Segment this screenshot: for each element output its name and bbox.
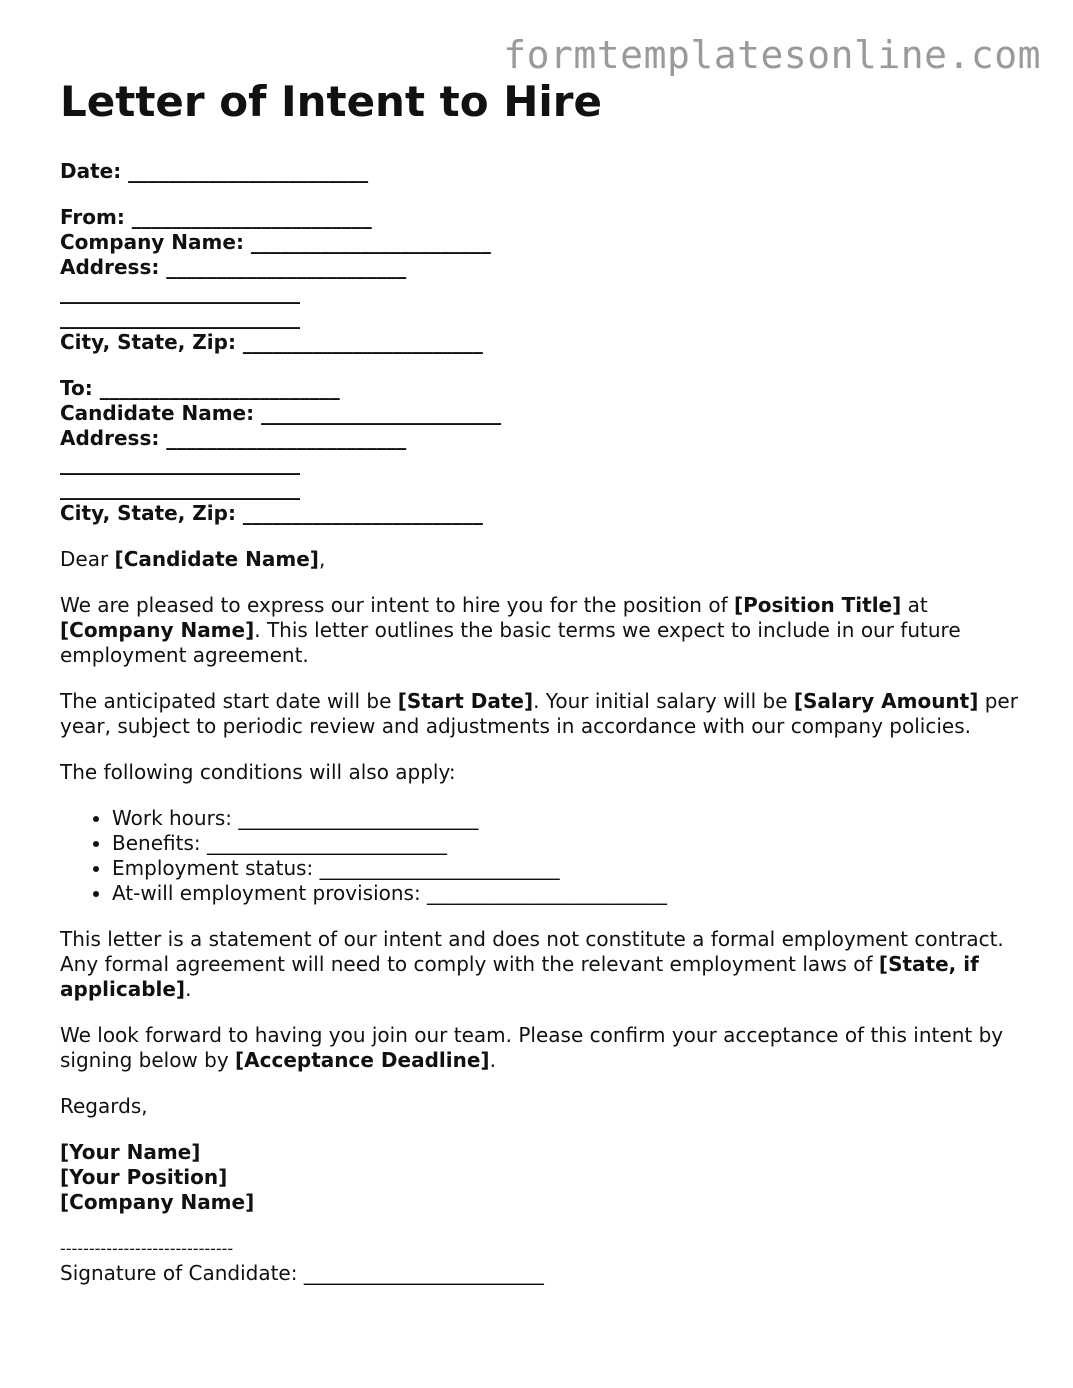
to-block: [60, 376, 1020, 526]
signer-block: [60, 1140, 1020, 1215]
paragraph-salary: The anticipated start date will be [Start Date]. Your initial salary will be [Salary Amount] per year, subject to periodic review and adjustments in accordance with our company policies.: [60, 689, 1018, 738]
signature-rule: ------------------------------: [60, 1239, 234, 1258]
candidate-name-line: Candidate Name: ________________________: [60, 401, 502, 425]
watermark: formtemplatesonline.com: [503, 33, 1041, 77]
paragraph-acceptance: We look forward to having you join our team. Please confirm your acceptance of this intent by signing below by [Acceptance Deadline].: [60, 1023, 1004, 1072]
from-line: From: ________________________: [60, 205, 372, 229]
signer-company: [Company Name]: [60, 1190, 255, 1214]
signer-name: [Your Name]: [60, 1140, 201, 1164]
salutation: Dear [Candidate Name],: [60, 547, 326, 571]
letter-body: [60, 76, 1020, 1286]
address-line: Address: ________________________: [60, 426, 407, 450]
candidate-signature-line: Signature of Candidate: ________________________: [60, 1261, 544, 1285]
date-line: Date: ________________________: [60, 159, 369, 183]
closing: Regards,: [60, 1094, 148, 1118]
to-line: To: ________________________: [60, 376, 340, 400]
address-blank-line: ________________________: [60, 305, 300, 329]
list-item: • Benefits: ________________________: [112, 831, 1020, 856]
conditions-list: [60, 806, 1020, 906]
list-item: • Employment status: ________________________: [112, 856, 1020, 881]
paragraph-intent: We are pleased to express our intent to hire you for the position of [Position Title] at [Company Name]. This letter outlines the basic terms we expect to include in our future employment agreement.: [60, 593, 961, 667]
city-state-zip-line: City, State, Zip: ________________________: [60, 501, 483, 525]
address-blank-line: ________________________: [60, 280, 300, 304]
document-title: Letter of Intent to Hire: [60, 77, 602, 126]
company-name-line: Company Name: ________________________: [60, 230, 491, 254]
from-block: [60, 205, 1020, 355]
address-line: Address: ________________________: [60, 255, 407, 279]
signer-position: [Your Position]: [60, 1165, 228, 1189]
conditions-intro: The following conditions will also apply:: [60, 760, 456, 784]
address-blank-line: ________________________: [60, 451, 300, 475]
list-item: • At-will employment provisions: ________________________: [112, 881, 1020, 906]
list-item: • Work hours: ________________________: [112, 806, 1020, 831]
address-blank-line: ________________________: [60, 476, 300, 500]
paragraph-disclaimer: This letter is a statement of our intent and does not constitute a formal employment contract. Any formal agreement will need to comply with the relevant employment laws of [State, if applicable].: [60, 927, 1004, 1001]
city-state-zip-line: City, State, Zip: ________________________: [60, 330, 483, 354]
